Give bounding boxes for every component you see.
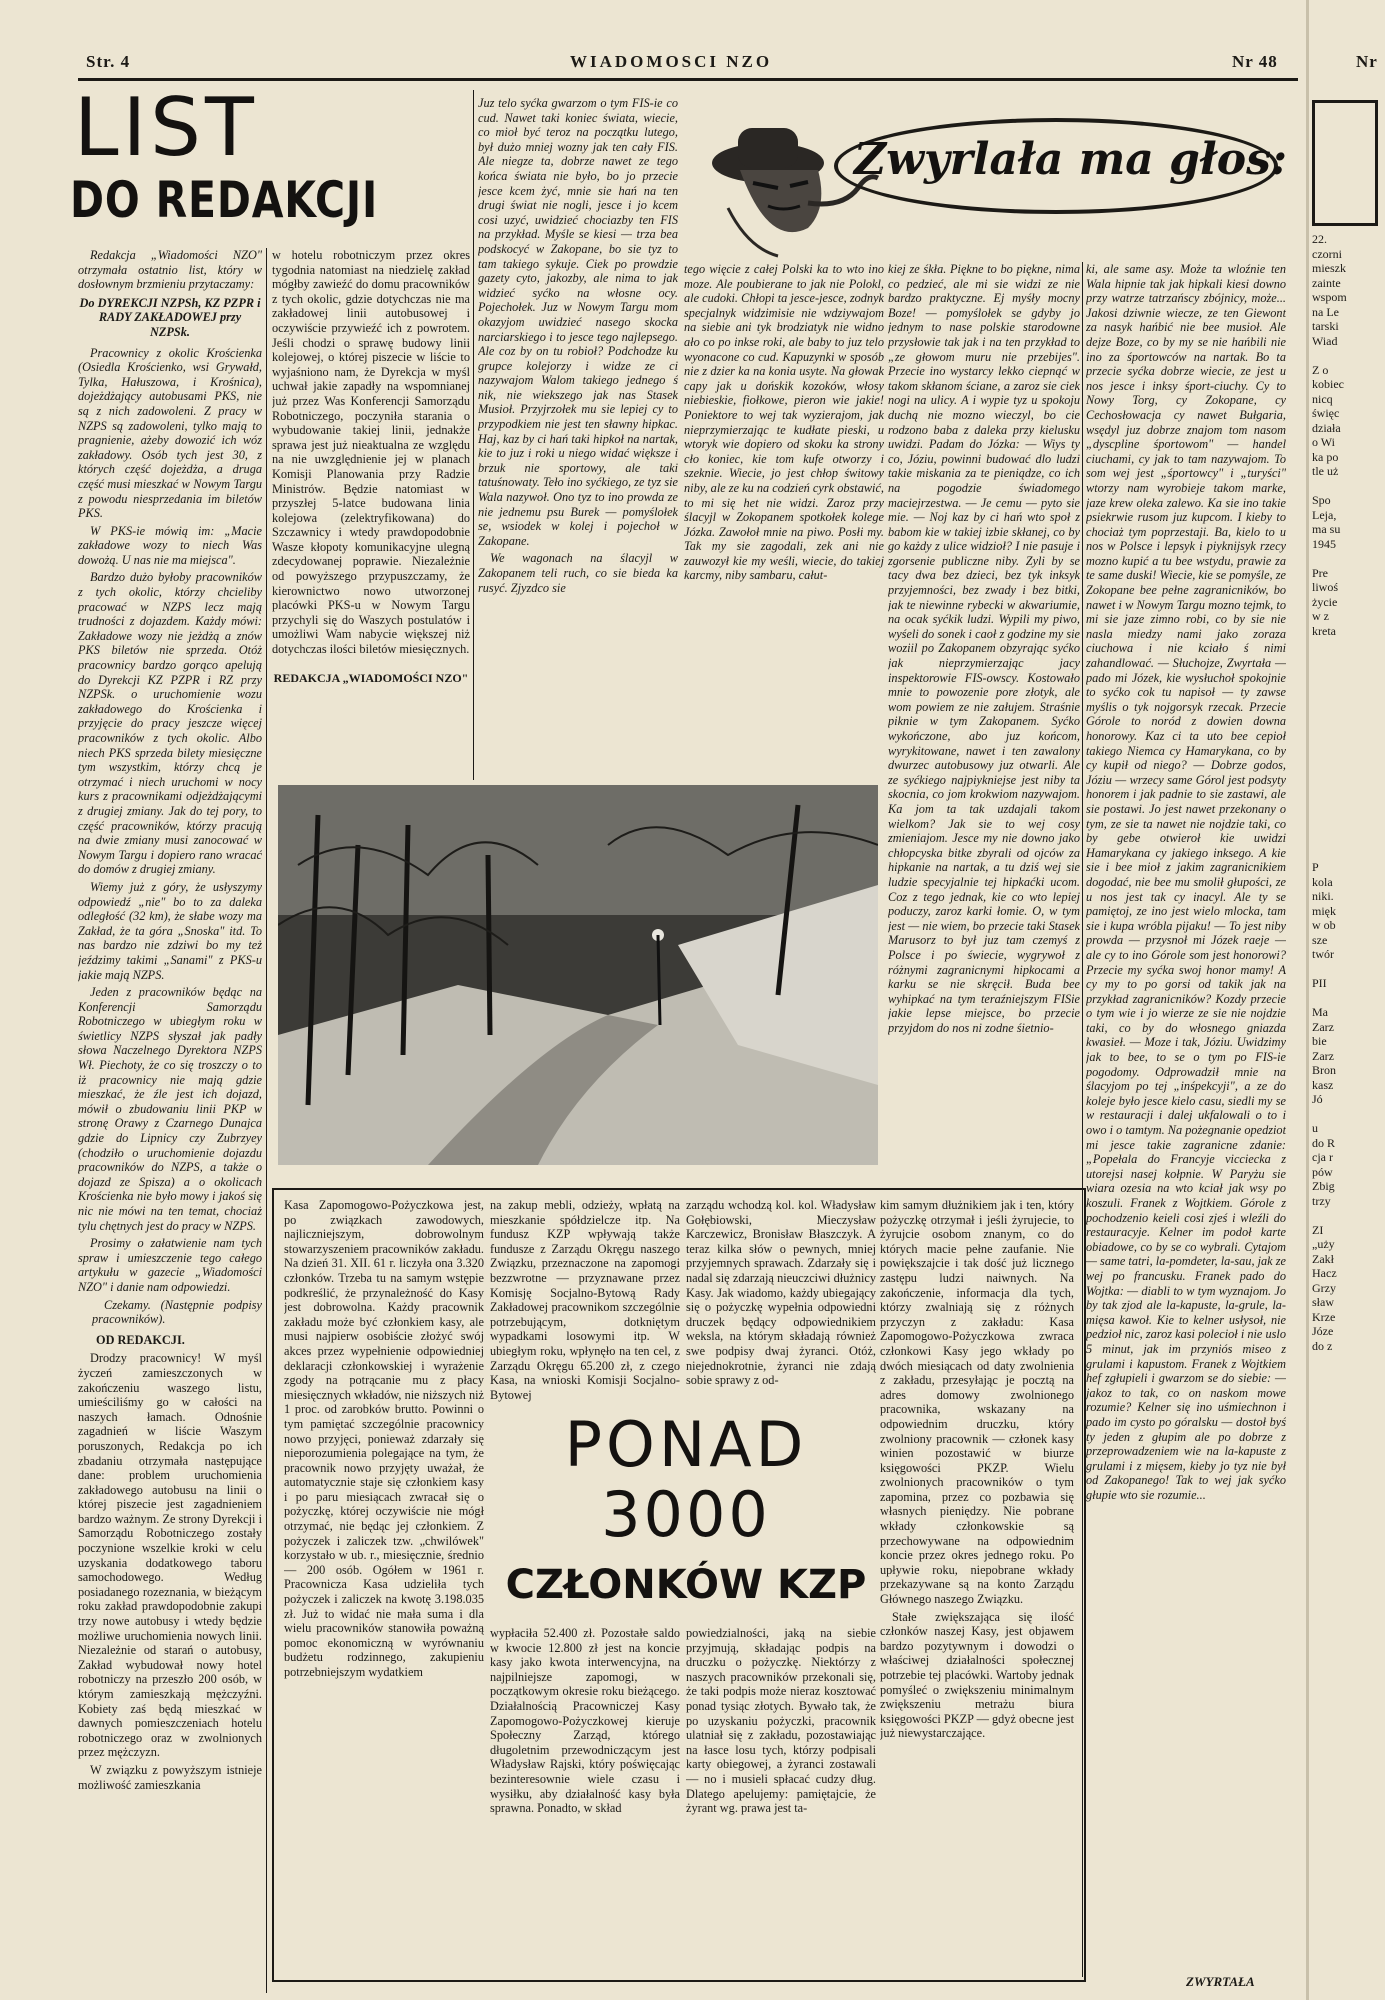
next-page-line: Hacz (1312, 1266, 1337, 1280)
letter-paragraph: Pracownicy z okolic Krościenka (Osiedla Krościenko, wsi Grywałd, Tylka, Hałuszowa, i Krośnica), dojeżdżający autobusami PKS, nie są z nich zadowoleni. Z pracy w NZPS są zadowoleni, tylko mają to pragnienie, ażeby dowozić ich wóz zakładowy. Osób tych jest 30, z których część dojeżdża, a druga część musi mieszkać w Nowym Targu z powodu niesprzedania im biletów PKS. (78, 345, 262, 521)
kzp-column-3b (686, 1626, 876, 1970)
next-page-line: święc (1312, 406, 1340, 420)
next-page-line: ZI (1312, 1222, 1324, 1237)
kzp-headline-2: 3000 (601, 1478, 771, 1551)
feuilleton-column-4 (1086, 262, 1286, 1972)
next-page-line: mieszk (1312, 261, 1346, 275)
next-page-line (1312, 991, 1384, 1006)
feuilleton-paragraph: ki, ale same asy. Może ta wloźnie ten Wala hipnie tak jak hipkali kiesi downo przy watrze tatrzańscy zbójnicy, może... Jakosi dziwnie wiecze, ze ten Giewont za nasyk hańbić nie bee musioł. Ale dejze Boze, co by my se nie hańbili nie ino za śportowców na nartak. Bo ta przecie syćka dobrze wiecie, ze jest u nos jesce i inksy śport-ciuchy. Cy to Nowy Torg, cy Zokopane, cy Cechosłowacja cy nawet Bułgaria, wsędyl juz dobrze znajom tom nasom „dyscpline śportowom" — handel ciuchami, cy jak to tam nazywajom. To som wej jest „śportowcy" i „turyści" wtorzy nam wyrobieje takom marke, jaze krew oleka zalewo. Ka sie ino takie psiekrwie rusom juz kupcom. I kieby to chociaż tym poprzestaji. Ba, kielo to u nos w Polsce i lepsyk i piyknijsyk rzecy mozno kupić a tu bee wstydu, prawie za te same duski! Wiecie, kie se pomyśle, ze Zokopane bee pełne zagranicników, bo nawet i w Nowym Targu mozno tejmk, to mi sie jaze zimno robi, co by sie nie nasla miedzy nami jako zoraza ciuchowa i nie kciało ś nimi zahandlować. — Słuchojze, Zwyrtała — pado mi Józek, kie wysłuchoł spokojnie to syćko cok tu napisoł — ty zawse myślis o tyk nojgorsyk rzecak. Przecie Górole to noród z dowien downa honorowy. Kaz ci ta uto bee cepioł takiego Niemca cy Hamarykana, co by cy kupił od niego? — Dobrze godos, Józiu — wrzecy same Górol jest podsyty honorem i jak padnie to sie zastawi, ale sie postawi. Jo jest nawet przekonany o tym, ze sie ta nawet nie nojdzie taki, co by gebe otwieroł kie uwidzi Hamarykana cy jakiego inksego. A kie sie i bee mioł z jakim zagranicnikiem dogodać, nie bee mu smolił głupości, ze u nos jest tak cy inacyl. Ale ty se pamiętoj, ze ino jest wielo mlocka, tam sie i kupa wróbla pijaku! — To jest niby prowda — przysnoł mi Józek raeje — ale cy to ino Górole som jest honorowi? Przecie my syćka swoj honor mamy! A cy my to po gorsi od takik jak na przykład zagranicników? Kozdy przecie o tym wie i jo wierze ze sie nie nojdzie taki, co by do włosnego gniazda kwasieł. — Moze i tak, Józiu. Uwidzimy jak to bee, to se o tym po FIS-ie pogodomy. Odprowadził mnie na ślacyjom po tej „inśpekcyji", a ze do koleje było jesce kielo casu, siedli my se w restauracji i dalej ukfalowali o to i owo i o tamtym. Na pożegnanie opedziot mi jesce takie zagranicne zdanie: „Popełala do Francyje vicciecka z utorejsi nasej kołpnie. W Paryżu sie wiara ozesia na wto kciał jak wsy po koszuli. Franek z Wojtkiem. Górole z pochodzenio keieli cosi zjeś i wleźli do restauracyje. Kelner im podoł karte obiadowe, co by se co wybrali. Cytajom — same tatri, la-pomdeter, la-sau, jak ze wej po francusku. Franek pado do Wojtka: — diabli to w tym wyznajom. Jo by tak zjod ale la-kapuste, la-grule, la-mięsa kawoł. Kie to kelner usłysoł, nie pedzioł nic, zaroz kasi polecioł i nie uslo 5 minut, jak im przyniós miseo z grulami i kapustom. Franek z Wojtkiem hef zgłupieli i gwarzom se do siebie: — jakoz to tak, co on naskom mowe rozumie? Kelner się ino uśmiechnon i pado im cysto po góralsku — dostoł byś ty jeden z głupim ale po dobrze z przeprowadzeniem wie na la-kapuste z grulami i z mięsem, kieby jo tyz nie był od Zakopanego! Tak to wej jak syćko głupie wto sie rozumie... (1086, 262, 1286, 1502)
next-page-line: Leja, (1312, 507, 1337, 522)
next-page-line: życie (1312, 594, 1338, 609)
letter-title-line2: DO REDAKCJI (70, 171, 379, 229)
next-page-line: kreta (1312, 623, 1336, 638)
next-page-line: bie (1312, 1034, 1327, 1048)
feuilleton-column-3 (888, 262, 1080, 1276)
kzp-paragraph: Kasa Zapomogowo-Pożyczkowa jest, po związkach zawodowych, najliczniejszym, dobrowolnym stowarzyszeniem pracowników zakładu. Na dzień 31. XII. 61 r. liczyła ona 3.320 członków. Trzeba tu na samym wstępie podkreślić, że przynależność do Kasy jest dobrowolna. Każdy pracownik zakładu może być członkiem kasy, ale musi najpierw osobiście złożyć swój akces przez wypełnienie odpowiedniej deklaracji członkowskiej i wyrażenie zgody na potrącanie mu z płacy miesięcznych wkładów, nie niższych niż 1 proc. od zarobków brutto. Powinni o tym pamiętać szczególnie pracownicy nowo przyjęci, ponieważ zdarzały się nieporozumienia polegające na tym, że pracownik nowo przyjęty uważał, że automatycznie staje się członkiem kasy i po paru miesiącach zwracał się o pożyczkę, której oczywiście nie mógł otrzymać, nie będąc jej członkiem. Z pożyczek i zaliczek tzw. „chwilówek" korzystało w ub. r., miesięcznie, średnio — 200 osób. Ogółem w 1961 r. Pracownicza Kasa udzieliła tych pożyczek i zaliczek na kwotę 3.198.035 zł. Już to widać nie mała suma i dla wielu pracowników stanowiła poważną pomoc ekonomiczną w wyrównaniu budżetu rodzinnego, zakupieniu potrzebniejszym wydatkiem (284, 1198, 484, 1679)
next-page-line: czorni (1312, 246, 1342, 261)
letter-paragraph: Prosimy o załatwienie nam tych spraw i umieszczenie tego całego artykułu w gazecie „Wiadomości NZO" i danie nam odpowiedzi. (78, 1236, 262, 1294)
next-page-line: do z (1312, 1338, 1333, 1353)
next-page-line: cja r (1312, 1150, 1333, 1164)
next-page-line: ma su (1312, 522, 1341, 536)
next-page-line: kobiec (1312, 377, 1344, 391)
feuilleton-paragraph: kiej ze śkła. Piękne to bo piękne, nima co pedzieć, ale mi sie widzi ze nie bardzo praktyczne. Ej myśły mocny Boze! — pomyślołek se gdyby jo jednym to nase polskie starodowne przysłowie tak jak i na ten przykład to „ze głowom muru nie przebijes". Przecie ino wystarcy lekko ciepnąć w takom skłanom ściane, a zaroz sie ciek nogi na ulicy. A i wypie tyz u spokoju duchą nie mozno wieczyl, bo cie rodzono baba z daleka przy kielusku uwidzi. Padam do Józka: — Wiys ty co, Józiu, powinni budować dlo ludzi takie miskania za te pieniądze, co ich na pogodzie świadomego maciejrzestwa. — Je cemu — pyto sie mie. — Noj kaz by ci hań wto społ z babom kie w takiej izbie skłanej, co by go każdy z ulice widzioł? I nie pasuje i zgorsenie publiczne niby. Zyli by se tacy dwa bez dzieci, bez tyk inksyk przyjemności, bez zwady i bez bitki, jak te niewinne rybecki w akwariumie, na ocak syćkik ludzi. Wypili my piwo, wyśeli do sonek i caoł z godzine my sie woziil po Zakopanem obzyrając syćko jak nieprzymierzając jacy inspektorowie FIS-owscy. Kostowało mnie to powozenie pore złotyk, ale wom powiem ze nie załujem. Straśnie piknie w tym Zakopanem. Syćko wykończone, abo juz końcom, wyrykitowane, nawet i ten zawalony dwurzec autobusowy juz otwarli. Ale ze syćkiego najpiykniejse jest niby ta skocnia, co jom krokwiom nazywajom. Ka jom ta tak uzdajali takom wielkom? Jak sie to wej cosy zmieniajom. Jesce my nie downo jako chłopcyska bitke zbyrali od ojców za hipkanie na nartak, a tu dziś wej sie ludzie specyjalnie tej hipkaćki ucom. Coz z tego jednak, kie co wto lepiej poduczy, zaroz karki łomie. O, w tym jest — nie wiem, bo przecie taki Stasek Marusorz to był juz tam czemyś z Polsce i po świecie, wygrywoł z różnymi zagranicnymi hipkocami a karku se nie skręcił. Buda bee wyhipkać na tym teraźniejszym FISie jakie lepse miejsce, bo przecie przyjdom do nos ni zodne śietnio- (888, 262, 1080, 1035)
reply-heading: OD REDAKCJI. (96, 1332, 185, 1347)
feuilleton-signature: ZWYRTAŁA (1186, 1974, 1255, 1989)
newspaper-name: WIADOMOSCI NZO (570, 52, 773, 71)
next-page-line: wspom (1312, 290, 1347, 304)
kzp-paragraph: powiedzialności, jaką na siebie przyjmują, składając podpis na druczku o pożyczkę. Niektórzy z naszych pracowników przekonali się, że taki podpis może nieraz kosztować ponad tysiąc złotych. Bywało tak, że po uzyskaniu pożyczki, pracownik ulatniał się z zakładu, pozostawiając na łasce losu tych, którzy podpisali karty obiegowej, a żyranci zostawali — no i musieli spłacać cudzy dług. Dlatego apelujemy: pamiętajcie, że żyrant wg. prawa jest ta- (686, 1626, 876, 1816)
next-page-line: Bron (1312, 1063, 1336, 1077)
next-page-line: Krze (1312, 1309, 1336, 1324)
next-page-line: Jó (1312, 1092, 1323, 1106)
next-page-line: 22. (1312, 232, 1327, 246)
next-page-line: Zakł (1312, 1251, 1334, 1266)
kzp-column-2b (490, 1626, 680, 1970)
kzp-paragraph: zarządu wchodzą kol. kol. Władysław Gołębiowski, Mieczysław Karczewicz, Bronisław Błaszczyk. A teraz kilka słów o pewnych, mniej przyjemnych sprawach. Zdarzały się i nadal się zdarzają nieuczciwi dłużnicy Kasy. Jak wiadomo, każdy ubiegający się o pożyczkę wypełnia odpowiedni druczek będący odpowiednikiem weksla, na którym składają również swe podpisy dwaj żyranci. Otóż, niejednokrotnie, żyranci nie zdają sobie sprawy z od- (686, 1198, 876, 1388)
letter-column-1 (78, 248, 262, 1993)
column-rule (473, 90, 474, 780)
kzp-paragraph: kim samym dłużnikiem jak i ten, który pożyczkę otrzymał i jeśli żyrujecie, to żyrujcie osobom znanym, co do których macie pełne zaufanie. Nie powiększajcie i tak dość już licznego zastępu ludzi naiwnych. Na zakończenie, informacja dla tych, którzy zwalniają się z różnych przyczyn z zakładu: Kasa Zapomogowo-Pożyczkowa zwraca członkowi Kasy jego wkłady po dwóch miesiącach od daty zwolnienia z zakładu, przesyłając je pocztą na adres domowy zwolnionego pracownika, wskazany na odpowiednim druczku, który zwolniony pracownik — członek kasy winien pozostawić w biurze księgowości PKZP. Wielu zwolnionych pracowników o tym zapomina, przez co pozbawia się własnych pieniędzy. Nie pobrane wkłady członkowskie są przechowywane na odpowiednim koncie przez okres jednego roku. Po upływie roku, niepobrane wkłady przekazywane są na konto Zarządu Głównego naszego Związku. (880, 1198, 1074, 1607)
feuilleton-paragraph: We wagonach na ślacyjl w Zakopanem teli ruch, co sie bieda ka rusyć. Zjyzdco sie (478, 551, 678, 595)
next-page-line: kola (1312, 874, 1333, 889)
kzp-paragraph: wypłaciła 52.400 zł. Pozostałe saldo w kwocie 12.800 zł jest na koncie kasy jako kwota interwencyjna, na najpilniejsze zapomogi, w początkowym okresie roku bieżącego. Działalnością Pracowniczej Kasy Zapomogowo-Pożyczkowej kieruje Społeczny Zarząd, którego długoletnim przewodniczącym jest Władysław Rajski, który poświęcając bezinteresownie wiele czasu i wysiłku, aby działalność kasy była sprawna. Ponadto, w skład (490, 1626, 680, 1816)
next-page-edge-bottom (1312, 860, 1384, 1960)
next-page-line: tarski (1312, 319, 1339, 333)
next-page-line (1312, 348, 1384, 363)
editor-signature: REDAKCJA „WIADOMOŚCI NZO" (273, 670, 469, 685)
letter-column-2 (272, 248, 470, 738)
next-page-line: do R (1312, 1135, 1336, 1150)
next-page-line: Zarz (1312, 1019, 1334, 1034)
next-page-line: mięk (1312, 903, 1336, 918)
page-fold (1306, 0, 1309, 2000)
reply-paragraph: w hotelu robotniczym przez okres tygodnia natomiast na niedzielę zakład mógłby zawieźć do domu pracowników z tych okolic, gdzie dotychczas nie ma zakładowej linii autobusowej i oczywiście przywieźć ich z powrotem. Jeśli chodzi o sprawę budowy linii kolejowej, o której piszecie w liście to wyjaśniono nam, że Dyrekcja w myśl uchwał jakie zapadły na wspomnianej już przez Was Konferencji Samorządu Robotniczego, poczyniła starania o wybudowanie takiej linii, jednakże sprawa jest już nieaktualna ze względu na nie uwzględnienie jej w planach Komisji Planowania przy Radzie Ministrów. Będzie natomiast w przyszłej 5-latce budowana linia kolejowa (zelektryfikowana) do Szczawnicy i wtedy prawdopodobnie Wasze kłopoty komunikacyjne ulegną zdecydowanej poprawie. Niezależnie od powyższego przypuszczamy, że kierownictwo nowo utworzonej placówki PKS-u w Nowym Targu przychyli się do Waszych postulatów i umożliwi Wam nabycie większej niż dotychczas ilości biletów miesięcznych. (272, 248, 470, 657)
kzp-paragraph: na zakup mebli, odzieży, wpłatą na mieszkanie spółdzielcze itp. Na fundusz KZP wpływają także fundusze z Zarządu Okręgu naszego Związku, przeznaczone na zapomogi bezzwrotne — przyznawane przez Komisję Socjalno-Bytową Rady Zakładowej pracownikom szczególnie potrzebującym, dotkniętym wypadkami losowymi itp. W ubiegłym roku, wpłynęło na ten cel, z Zarządu Okręgu 65.200 zł, z czego Kasa, na wnioski Komisji Socjalno-Bytowej (490, 1198, 680, 1402)
next-page-line: Z o (1312, 362, 1329, 377)
next-page-line: „uży (1312, 1237, 1335, 1251)
next-page-line: Zbig (1312, 1179, 1335, 1193)
next-page-line: o Wi (1312, 435, 1335, 449)
next-page-line: twór (1312, 947, 1334, 961)
feuilleton-column-1 (478, 96, 678, 738)
kzp-paragraph: Stałe zwiększająca się ilość członków naszej Kasy, jest objawem bardzo pozytywnym i dowodzi o właściwej działalności społecznej potrzebie tej placówki. Wartoby jednak pomyśleć o zwiększeniu minimalnym zwiększeniu metrażu biura księgowości PKZP — gdyż obecne jest już niewystarczające. (880, 1609, 1074, 1741)
reply-paragraph: W związku z powyższym istnieje możliwość zamieszkania (78, 1762, 262, 1792)
next-page-line (1312, 479, 1384, 494)
next-page-line: w ob (1312, 918, 1336, 932)
letter-intro: Redakcja „Wiadomości NZO" otrzymała ostatnio list, który w dosłownym brzmieniu przytaczamy: (78, 248, 262, 292)
next-page-line: w z (1312, 609, 1329, 623)
letter-paragraph: W PKS-ie mówią im: „Macie zakładowe wozy to niech Was dowożą. U nas nie ma miejsca". (78, 523, 262, 567)
next-page-line: Wiad (1312, 333, 1338, 348)
kzp-headline-3: CZŁONKÓW KZP (505, 1562, 867, 1608)
next-page-line (1312, 962, 1384, 977)
next-page-line: P (1312, 860, 1319, 874)
column-rule (266, 248, 267, 1993)
next-page-line: Józe (1312, 1324, 1334, 1338)
next-page-line: Ma (1312, 1005, 1328, 1019)
next-page-line: u (1312, 1121, 1318, 1135)
next-page-line: pów (1312, 1164, 1333, 1179)
kzp-column-4 (880, 1198, 1074, 1970)
letter-address: Do DYREKCJI NZPSh, KZ PZPR i RADY ZAKŁADOWEJ przy NZPSk. (79, 295, 261, 339)
next-page-line: działa (1312, 420, 1341, 435)
next-page-line: nicq (1312, 391, 1333, 406)
next-page-line: sze (1312, 932, 1328, 947)
next-page-edge-top (1312, 100, 1384, 800)
next-page-line (1312, 1208, 1384, 1223)
reply-paragraph: Drodzy pracownicy! W myśl życzeń zamieszczonych w zakończeniu waszego listu, umieściliśmy go w całości na naszych łamach. Odnośnie zagadnień w liście Waszym poruszonych, Redakcja po ich zbadaniu otrzymała następujące dane: problem uruchomienia zakładowego autobusu na linii o której piszecie jest zagadnieniem bardzo ważnym. Ze strony Dyrekcji i Samorządu Robotniczego zostały poczynione wszelkie kroki w celu uzyskania dodatkowego taboru samochodowego. Według posiadanego rozeznania, w bieżącym roku zakład prawdopodobnie zakupi trzy nowe autobusy i wtedy będzie możliwe uruchomienia nowych linii. Niezależnie od starań o autobusy, Zakład wybudował nowy hotel robotniczy na przeszło 200 osób, w którym zamieszkają mężczyźni. Kobiety zaś będą mieszkać w dawnych pomieszczeniach hotelu robotniczego oraz w zwolnionych przez mężczyzn. (78, 1351, 262, 1760)
letter-paragraph: Bardzo dużo byłoby pracowników z tych okolic, którzy chcieliby pracować w NZPS lecz mają trudności z dojazdem. Każdy mówi: Zakładowe wozy nie jeżdżą a znów PKS biletów nie sprzeda. Otóż pracownicy bardzo gorąco apelują do Dyrekcji KZ PZPR i RZ przy NZPSk. o uruchomienie wozu zakładowego do Krościenka i przyjęcie do pracy jeszcze więcej pracowników z tych okolic. Albo niech PKS sprzeda bilety miesięczne tym wszystkim, którzy chcą je otrzymać i niech uruchomi w nocy kurs z pracownikami odjeżdżającymi z drugiej zmiany. Jak do tej pory, to część pracowników, którzy pracują na dwie zmiany musi zanocować w Nowym Targu i dopiero rano wracać do domów z drugiej zmiany. (78, 570, 262, 877)
next-page-line: sław (1312, 1295, 1334, 1309)
next-page-line (1312, 1107, 1384, 1122)
next-page-line: zainte (1312, 275, 1341, 290)
next-page-line: kasz (1312, 1077, 1334, 1092)
feuilleton-title: Zwyrlała ma głos: (854, 134, 1288, 185)
kzp-headline-1: PONAD (564, 1408, 808, 1481)
next-page-line: Zarz (1312, 1048, 1334, 1063)
kzp-column-3 (686, 1198, 876, 1408)
next-page-line: liwoś (1312, 580, 1339, 594)
page-number-right: Nr 48 (1232, 52, 1278, 71)
next-page-line: Pre (1312, 565, 1328, 580)
kzp-column-1 (284, 1198, 484, 1970)
next-page-line (1312, 551, 1384, 566)
letter-paragraph: Jeden z pracowników będąc na Konferencji Samorządu Robotniczego w ubiegłym roku w świetlicy NZPS słyszał jak padły słowa Naczelnego Dyrektora NZPS Wł. Piechoty, że co się troszczy o to iż pracownicy nie mają gdzie mieszkać, że źle jest ich dojazd, mówił o zbudowaniu linii PKP w stronę Orawy z Czarnego Dunajca gdzie do Lipnicy czy Zubrzyey (chodziło o uruchomienie dojazdu pracowników do NZPS, a także o dojazd ze Spisza) a o okolicach Krościenka nie było mowy i jakoś się nic nie mówi na ten temat, chociaż tylu chętnych jest do pracy w NZPS. (78, 985, 262, 1233)
header-rule (78, 78, 1298, 81)
letter-signoff: Czekamy. (Następnie podpisy pracowników). (92, 1297, 262, 1327)
next-page-line: niki. (1312, 889, 1334, 903)
next-page-line: PII (1312, 976, 1327, 990)
next-page-line: na Le (1312, 304, 1339, 319)
letter-title-line1: LIST (74, 81, 258, 174)
feuilleton-column-2 (684, 262, 884, 740)
next-page-line: tle uż (1312, 464, 1339, 478)
next-page-line: Spo (1312, 493, 1331, 507)
kzp-column-2 (490, 1198, 680, 1408)
next-page-line: ka po (1312, 449, 1339, 464)
next-page-line: Grzy (1312, 1280, 1336, 1295)
feuilleton-paragraph: Juz telo syćka gwarzom o tym FIS-ie co cud. Nawet taki koniec świata, wiecie, co mioł być teroz na początku lutego, był dużo mniej wozny jak ten cały FIS. Ale niegze ta, dobrze nawet ze tego końca świata nie było, bo jo przecie jesce kcem żyć, mnie sie hań na ten drugi świat nie nogli, jesce i jo kcem cosi uzyć, uwidzieć chociazby ten FIS na przykład. Myśle se kiesi — trza bea podskocyć w Zakopane, bo sie tyz to tam takiego sykuje. Ciek po prowdzie gazety cyto, jakozby, ale nima to jak widzieć syćko na włosne ocy. Pojechołek. Juz w Nowym Targu mom okazyjom uwidzieć nasego skocka narciarskiego i to jesce tego najlepsego. Ale coz by on tu robioł? Podchodze ku grupce kolejorzy i widze ze ci nazywajom Walom takiego jednego ś nik, nie wiekszego jak nas Stasek Musioł. Przyjrzołek mu sie lepiej cy to przypodkiem nie jest ten sławny hipkac. Haj, kaz by ci hań taki hipkoł na nartak, kie to juz i roki u niego widać większe i brzuk nie sportowy, ale taki tatuśnowaty. Teło ino syćkiego, ze tyz sie Wala nazywoł. Ono tyz to ino prowda ze nie jednemu psu Burek — pomyślołek se, wsiodek w kolej i pojechoł w Zakopane. (478, 96, 678, 548)
next-page-line: 1945 (1312, 536, 1336, 551)
page-number-left: Str. 4 (86, 52, 131, 71)
next-page-line: trzy (1312, 1193, 1331, 1208)
winter-park-photo (278, 785, 878, 1165)
feuilleton-paragraph: tego więcie z całej Polski ka to wto ino moze. Ale poubierane to jak nie Polokl, ale cudoki. Chłopi ta jesce-jesce, zodnyk specjalnyk widzimisie nie wdziywajom na siebie ani tyk brodziatyk nie widno ało co po inkse roki, ale baby to juz telo wyonacone co cud. Kapuzynki w sposób nie z dzier ka na konia usyte. Na głowak capy jak u dońskik kozoków, włosy niebieskie, fiołkowe, pieron wie jakie! Poniektore to wej tak wyzierajom, jak nieprzymierzając te kudłate pieski, u wtoryk wie dopiero od skoku ka strony cło koniec, kie tom kufe otworzy i szeknie. Wiecie, jo jest chłop świtowy niby, ale ze ku na codzień cyrk obstawić, to mi się het nie widzi. Zaroz przy ślacyjl w Zokopanem spotkołek kolege Józka. Zawołoł mnie na piwo. Posłi my. Tak my sie zagodali, zek ani nie zauwozył kie my weśli, wiecie, do takiej karcmy, niby sambaru, całut- (684, 262, 884, 583)
letter-paragraph: Wiemy już z góry, że usłyszymy odpowiedź „nie" bo to za daleka odległość (32 km), że słabe wozy ma Zakład, że ta góra „Snoska" itd. To nas bardzo nie zdziwi bo my też jeździmy takimi „Sanami" z PKS-u jakie mają NZPS. (78, 879, 262, 982)
next-page-number: Nr (1356, 52, 1378, 71)
